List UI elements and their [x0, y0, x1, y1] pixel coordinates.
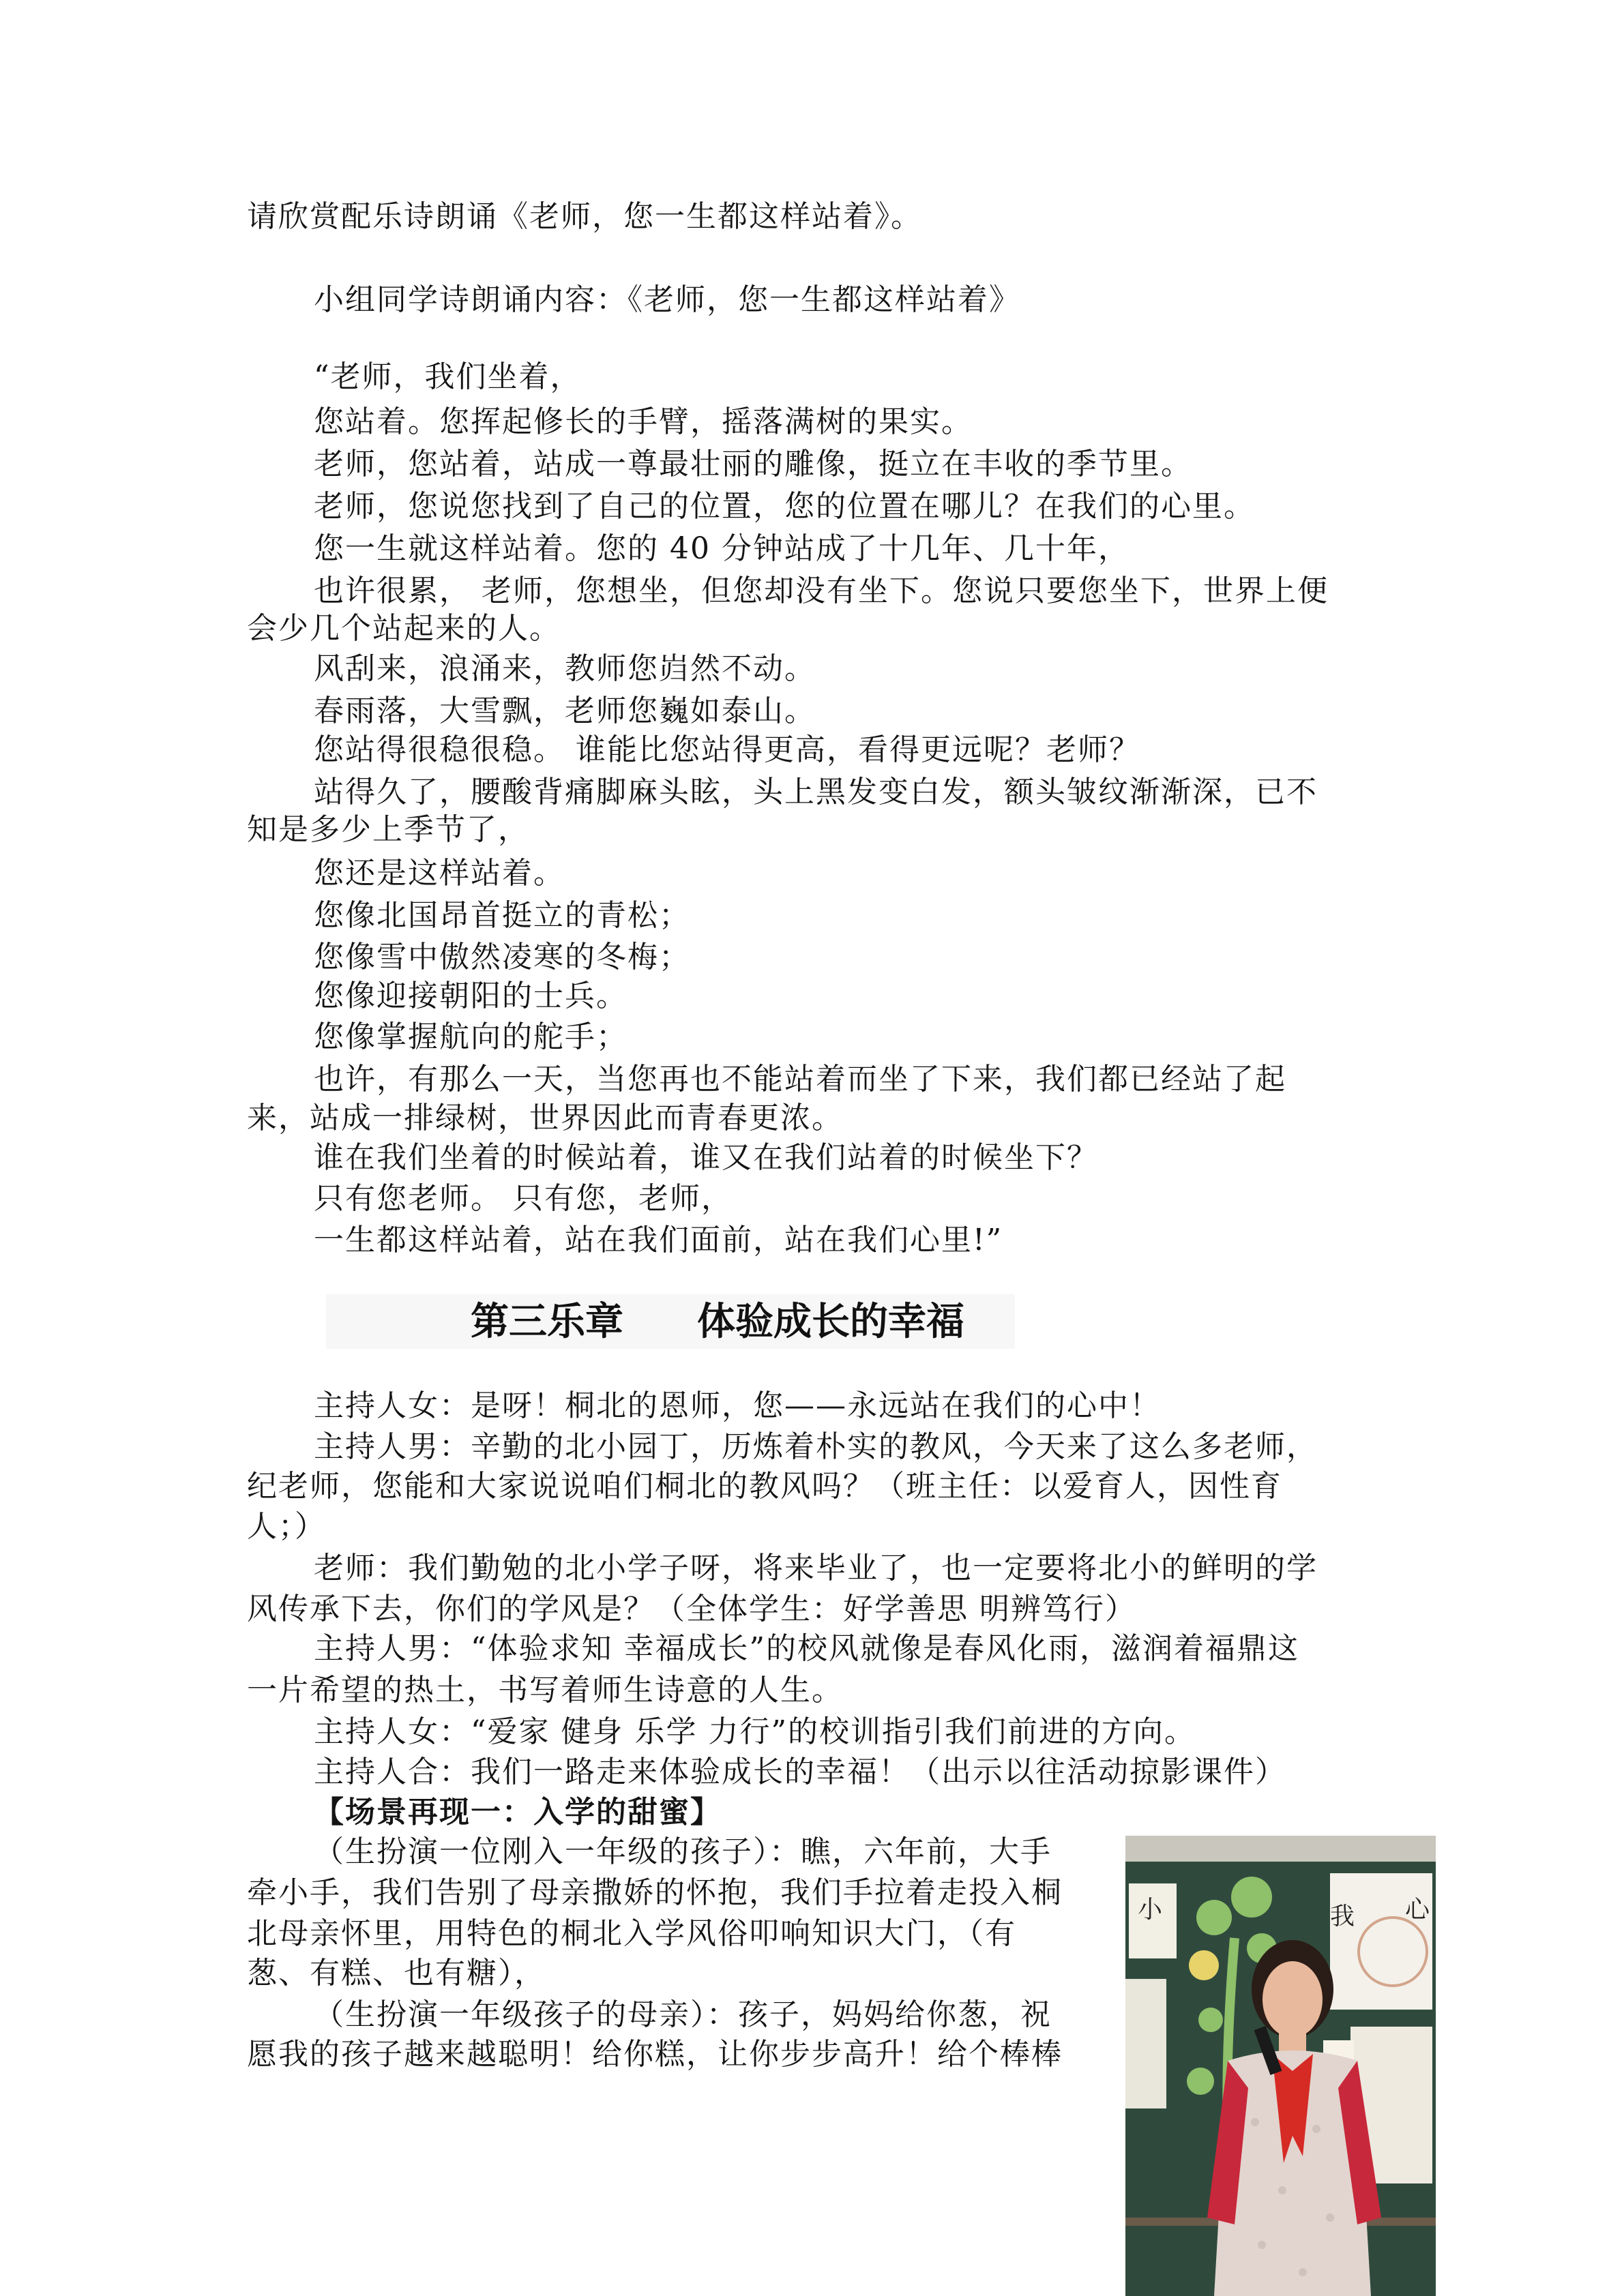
- dialogue-line: 纪老师，您能和大家说说咱们桐北的教风吗？（班主任：以爱育人，因性育: [247, 1469, 1282, 1504]
- poem-line: 只有您老师。 只有您，老师，: [314, 1181, 733, 1216]
- poem-line: 风刮来，浪涌来，教师您岿然不动。: [314, 651, 816, 686]
- chapter-title: 体验成长的幸福: [697, 1300, 964, 1344]
- board-poster: [1125, 1979, 1166, 2108]
- poem-line: “老师，我们坐着，: [314, 359, 582, 394]
- poem-line: 您像迎接朝阳的士兵。: [314, 979, 628, 1013]
- poem-line: 您像掌握航向的舵手；: [314, 1019, 628, 1054]
- scene-line: 牵小手，我们告别了母亲撒娇的怀抱，我们手拉着走投入桐: [247, 1875, 1063, 1910]
- face: [1263, 1961, 1323, 2038]
- poem-line: 您像北国昂首挺立的青松；: [314, 898, 690, 933]
- poem-line: 老师，您说您找到了自己的位置，您的位置在哪儿？在我们的心里。: [314, 489, 1255, 524]
- dialogue-line: 风传承下去，你们的学风是？（全体学生：好学善思 明辨笃行）: [247, 1592, 1136, 1626]
- teacher-speaking-photo: [1125, 1836, 1436, 2296]
- dialogue-line: 人；）: [247, 1509, 326, 1544]
- dialogue-line: 主持人女：是呀！桐北的恩师，您——永远站在我们的心中！: [314, 1388, 1161, 1423]
- poem-line: 谁在我们坐着的时候站着，谁又在我们站着的时候坐下？: [314, 1140, 1098, 1175]
- poem-line: 您站着。您挥起修长的手臂，摇落满树的果实。: [314, 404, 973, 439]
- wall-strip: [1125, 1836, 1436, 1862]
- tree-leaf: [1198, 2008, 1223, 2032]
- poem-line: 您站得很稳很稳。 谁能比您站得更高，看得更远呢？老师？: [314, 732, 1140, 767]
- dialogue-line: 主持人女：“爱家 健身 乐学 力行”的校训指引我们前进的方向。: [314, 1714, 1196, 1749]
- scene-line: 北母亲怀里，用特色的桐北入学风俗叩响知识大门，（有: [247, 1916, 1016, 1951]
- dialogue-line: 主持人合：我们一路走来体验成长的幸福！（出示以往活动掠影课件）: [314, 1755, 1286, 1789]
- scene-line: 葱、有糕、也有糖），: [247, 1956, 546, 1991]
- poem-line: 春雨落，大雪飘，老师您巍如泰山。: [314, 694, 816, 728]
- poem-line: 一生都这样站着，站在我们面前，站在我们心里!”: [314, 1223, 1003, 1257]
- poem-line: 您还是这样站着。: [314, 856, 565, 891]
- classroom-photo: [1125, 1836, 1436, 2296]
- poem-line: 知是多少上季节了，: [247, 812, 529, 847]
- poem-line: 也许，有那么一天，当您再也不能站着而坐了下来，我们都已经站了起: [314, 1062, 1286, 1097]
- dialogue-line: 主持人男：辛勤的北小园丁，历炼着朴实的教风，今天来了这么多老师，: [314, 1429, 1318, 1464]
- tree-leaf: [1189, 1950, 1219, 1980]
- scene-heading: 【场景再现一：入学的甜蜜】: [314, 1795, 722, 1830]
- dialogue-line: 主持人男：“体验求知 幸福成长”的校风就像是春风化雨，滋润着福鼎这: [314, 1631, 1299, 1666]
- poem-line: 也许很累， 老师，您想坐，但您却没有坐下。您说只要您坐下，世界上便: [314, 573, 1329, 608]
- dialogue-line: 一片希望的热土，书写着师生诗意的人生。: [247, 1673, 843, 1708]
- tree-leaf: [1231, 1877, 1272, 1918]
- board-poster: [1330, 1873, 1432, 2010]
- poem-line: 会少几个站起来的人。: [247, 611, 561, 646]
- group-recital-label: 小组同学诗朗诵内容：《老师，您一生都这样站着》: [314, 282, 1020, 317]
- board-character: 心: [1405, 1896, 1430, 1924]
- poem-intro: 请欣赏配乐诗朗诵《老师，您一生都这样站着》。: [247, 199, 922, 234]
- poem-line: 您一生就这样站着。您的 40 分钟站成了十几年、几十年，: [314, 531, 1130, 566]
- chapter-number: 第三乐章: [471, 1300, 623, 1344]
- scene-line: 愿我的孩子越来越聪明！给你糕，让你步步高升！给个棒棒: [247, 2037, 1063, 2072]
- board-character: 我: [1330, 1903, 1355, 1930]
- poem-line: 您像雪中傲然凌寒的冬梅；: [314, 940, 690, 974]
- poem-line: 老师，您站着，站成一尊最壮丽的雕像，挺立在丰收的季节里。: [314, 447, 1192, 481]
- scene-line: （生扮演一位刚入一年级的孩子）：瞧，六年前，大手: [314, 1834, 1052, 1869]
- board-character: 小: [1138, 1896, 1163, 1924]
- scene-line: （生扮演一年级孩子的母亲）：孩子，妈妈给你葱，祝: [314, 1997, 1052, 2032]
- tree-leaf: [1196, 1900, 1232, 1935]
- tree-leaf: [1187, 2068, 1214, 2095]
- dialogue-line: 老师：我们勤勉的北小学子呀，将来毕业了，也一定要将北小的鲜明的学: [314, 1551, 1318, 1585]
- poem-line: 站得久了，腰酸背痛脚麻头眩，头上黑发变白发，额头皱纹渐渐深，已不: [314, 775, 1318, 809]
- poem-line: 来，站成一排绿树，世界因此而青春更浓。: [247, 1101, 843, 1135]
